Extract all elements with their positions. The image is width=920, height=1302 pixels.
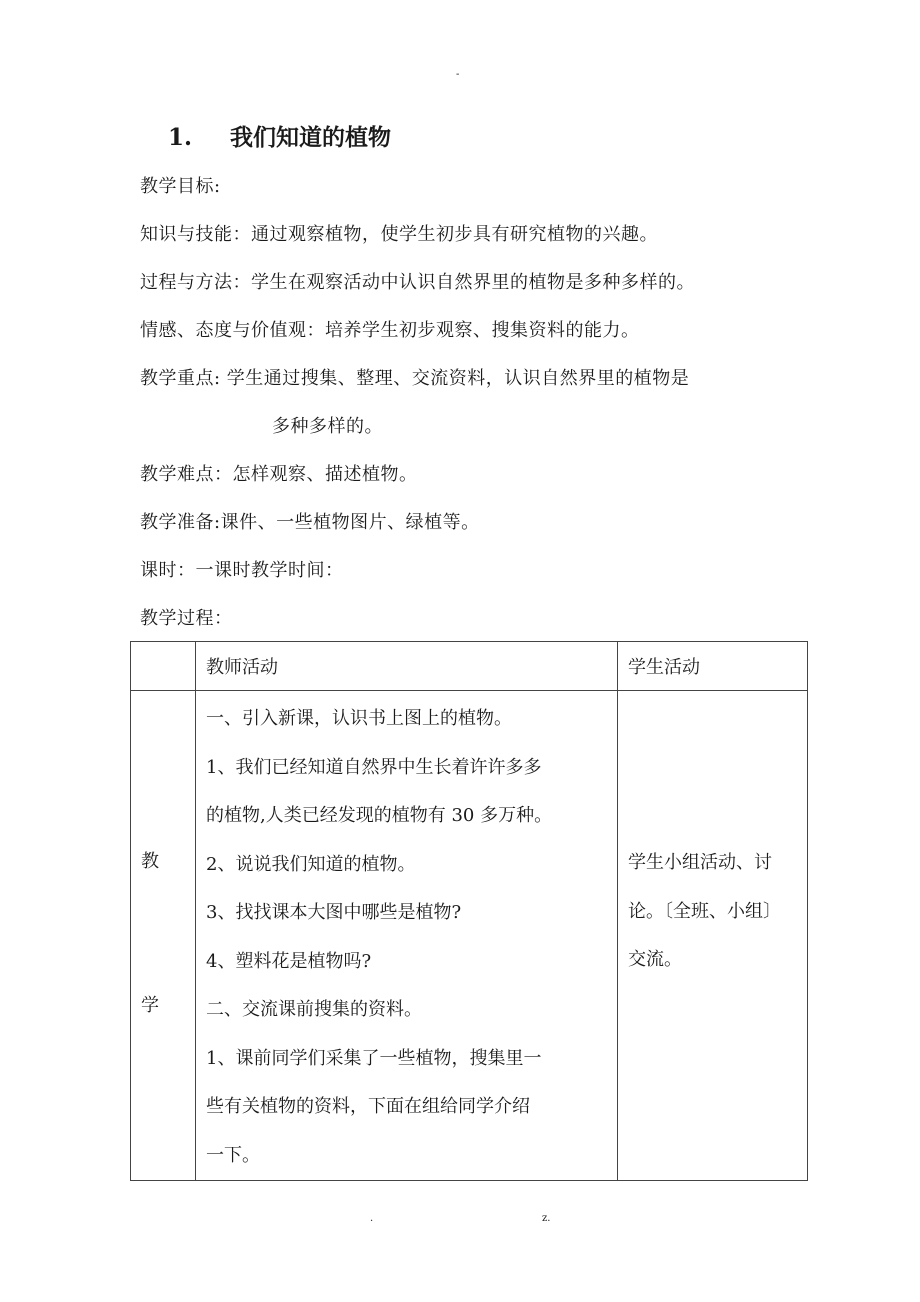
process-method-line: 过程与方法：学生在观察活动中认识自然界里的植物是多种多样的。 [140,272,695,293]
student-activity-cell [618,691,808,1181]
header-teacher-activity: 教师活动 [196,642,618,691]
difficulty-line: 教学难点：怎样观察、描述植物。 [140,464,418,485]
preparation-line: 教学准备:课件、一些植物图片、绿植等。 [140,512,480,533]
table-header-row [131,642,808,691]
phase-label-char: 教 [141,851,159,872]
header-empty-cell [131,642,196,691]
header-student-activity: 学生活动 [618,642,808,691]
teacher-line: 2、说说我们知道的植物。 [206,853,416,875]
phase-label-char: 学 [141,995,159,1016]
periods-line: 课时：一课时教学时间： [140,560,344,581]
teacher-line: 二、交流课前搜集的资料。 [206,999,422,1020]
table-row [131,691,808,1181]
key-point-continuation: 多种多样的。 [272,416,383,437]
teacher-line: 一下。 [206,1144,260,1166]
footer-left-mark: . [370,1213,374,1224]
header-mark: - [456,69,460,80]
page-title [168,120,391,156]
title-number: 1. [168,124,193,151]
teacher-line: 的植物,人类已经发现的植物有 30 多万种。 [206,805,553,826]
teacher-line: 4、塑料花是植物吗? [206,950,372,972]
footer-right-mark: z. [542,1213,551,1224]
objectives-heading: 教学目标: [140,176,221,197]
knowledge-skills-line: 知识与技能：通过观察植物，使学生初步具有研究植物的兴趣。 [140,224,658,245]
teacher-line: 1、我们已经知道自然界中生长着许许多多 [206,756,542,778]
title-text: 我们知道的植物 [230,124,391,151]
teacher-line: 些有关植物的资料，下面在组给同学介绍 [206,1096,530,1117]
teacher-line: 3、找找课本大图中哪些是植物? [206,902,462,923]
student-line: 交流。 [628,949,682,970]
emotion-values-line: 情感、态度与价值观：培养学生初步观察、搜集资料的能力。 [140,320,640,341]
lesson-table [130,641,808,1181]
teacher-line: 一、引入新课，认识书上图上的植物。 [206,708,512,729]
student-line: 论。〔全班、小组〕 [628,900,781,922]
teacher-line: 1、课前同学们采集了一些植物，搜集里一 [206,1047,542,1069]
teacher-activity-cell [196,691,618,1181]
phase-label-cell [131,691,196,1181]
student-line: 学生小组活动、讨 [628,852,772,873]
key-point-line: 教学重点: 学生通过搜集、整理、交流资料，认识自然界里的植物是 [140,368,690,389]
procedure-heading: 教学过程： [140,608,233,629]
